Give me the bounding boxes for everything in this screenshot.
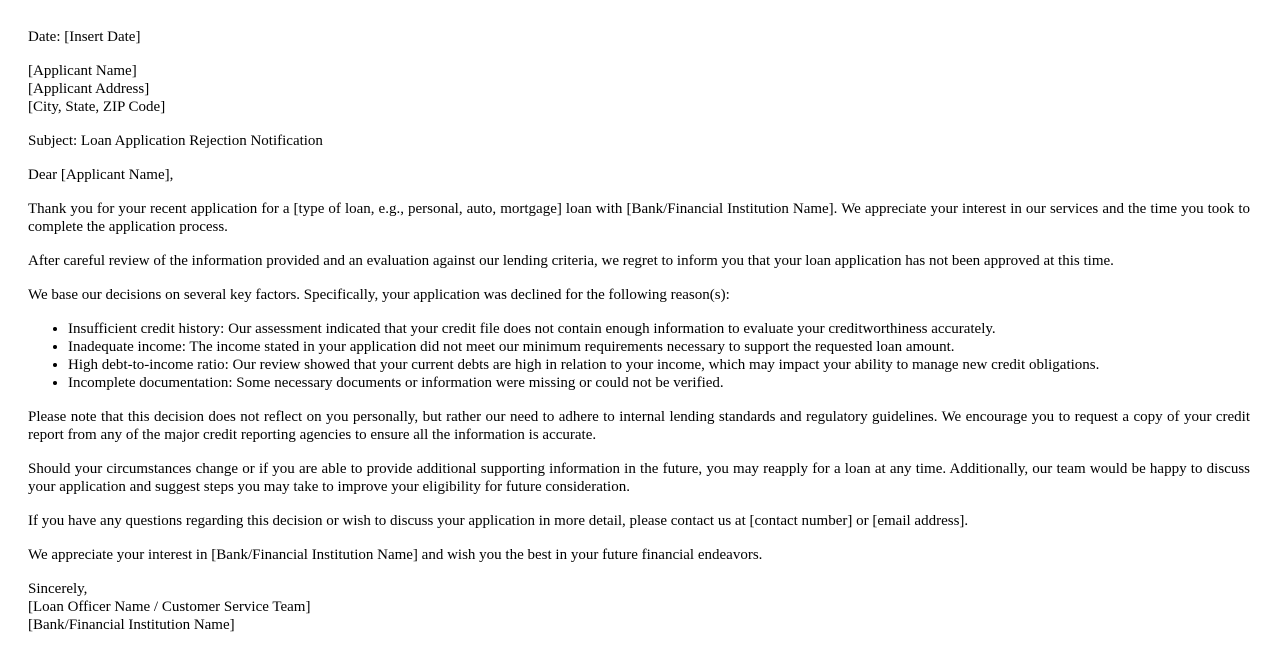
reason-list-item: • Incomplete documentation: Some necessary documents or information were missing or could not be verified. <box>68 374 1250 392</box>
signoff-sender: [Loan Officer Name / Customer Service Team] <box>28 599 311 615</box>
reason-list-item: • Inadequate income: The income stated in your application did not meet our minimum requirements necessary to support the requested loan amount. <box>68 338 1250 356</box>
reason-list-item: • Insufficient credit history: Our assessment indicated that your credit file does not contain enough information to evaluate your creditworthiness accurately. <box>68 320 1250 338</box>
body-paragraph: We base our decisions on several key factors. Specifically, your application was declined for the following reason(s): <box>28 287 730 303</box>
letter-date: Date: [Insert Date] <box>28 29 141 45</box>
signoff-institution: [Bank/Financial Institution Name] <box>28 617 235 633</box>
body-paragraph: After careful review of the information provided and an evaluation against our lending criteria, we regret to inform you that your loan application has not been approved at this time. <box>28 253 1114 269</box>
letter-salutation: Dear [Applicant Name], <box>28 167 174 183</box>
body-paragraph: We appreciate your interest in [Bank/Financial Institution Name] and wish you the best in your future financial endeavors. <box>28 547 763 563</box>
signoff-closing: Sincerely, <box>28 581 88 597</box>
reason-list-item: • High debt-to-income ratio: Our review showed that your current debts are high in relation to your income, which may impact your ability to manage new credit obligations. <box>68 356 1250 374</box>
recipient-address-block <box>28 62 1250 116</box>
signoff-block <box>28 580 1250 634</box>
body-paragraph: Should your circumstances change or if you are able to provide additional supporting information in the future, you may reapply for a loan at any time. Additionally, our team would be happy to discuss your application and suggest steps you may take to improve your eligibility for future consideration. <box>28 461 1250 495</box>
body-paragraph: If you have any questions regarding this decision or wish to discuss your application in more detail, please contact us at [contact number] or [email address]. <box>28 513 969 529</box>
recipient-address: [Applicant Address] <box>28 81 150 97</box>
recipient-city-state-zip: [City, State, ZIP Code] <box>28 99 166 115</box>
body-paragraph: Thank you for your recent application for a [type of loan, e.g., personal, auto, mortgage] loan with [Bank/Financial Institution Name]. We appreciate your interest in our services and the time you took to complete the application process. <box>28 201 1250 235</box>
rejection-reasons-list <box>28 320 1250 392</box>
letter-subject: Subject: Loan Application Rejection Notification <box>28 133 323 149</box>
recipient-name: [Applicant Name] <box>28 63 137 79</box>
body-paragraph: Please note that this decision does not reflect on you personally, but rather our need to adhere to internal lending standards and regulatory guidelines. We encourage you to request a copy of your credit report from any of the major credit reporting agencies to ensure all the information is accurate. <box>28 409 1250 443</box>
